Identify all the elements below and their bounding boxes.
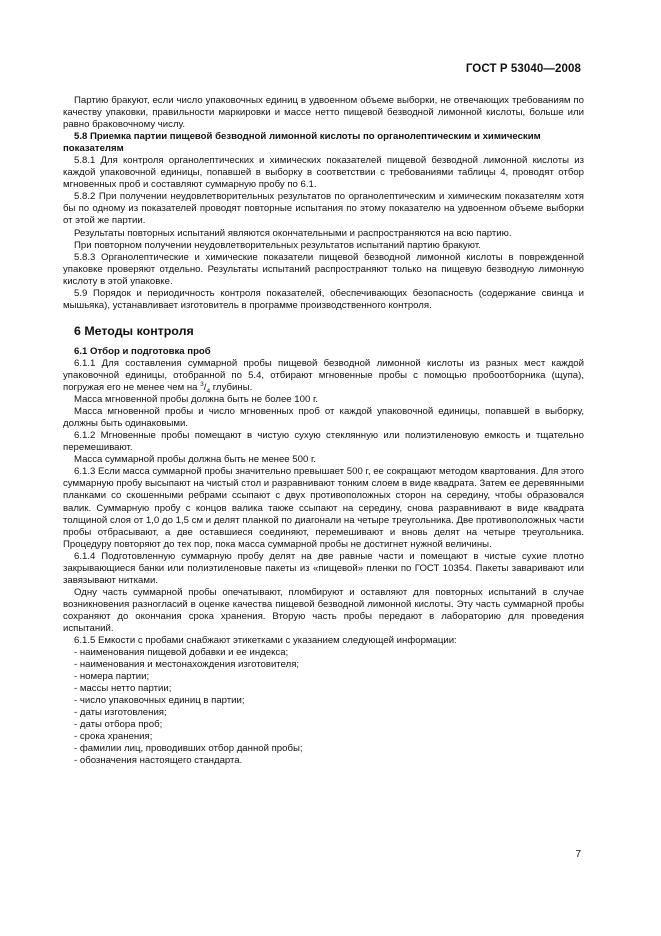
page-number: 7	[575, 849, 581, 860]
subsection-title-6-1: 6.1 Отбор и подготовка проб	[74, 345, 211, 357]
subsection-title-5-8: 5.8 Приемка партии пищевой безводной лимонной кислоты по органолептическим и химическим показателям	[63, 131, 541, 155]
paragraph: Масса мгновенной пробы и число мгновенных проб от каждой упаковочной единицы, попавшей в выборку, должны быть одинаковыми.	[63, 406, 584, 430]
paragraph: Одну часть суммарной пробы опечатывают, пломбируют и оставляют для повторных испытаний в случае возникновения разногласий в оценке качества пищевой безводной лимонной кислоты. Эту часть суммарной пробы сохраняют до окончания срока хранения. Вторую часть пробы передают в лабораторию для проведения испытаний.	[63, 586, 584, 634]
paragraph: Масса суммарной пробы должна быть не менее 500 г.	[74, 454, 316, 466]
list-item: - даты изготовления;	[74, 707, 167, 719]
document-id: ГОСТ Р 53040—2008	[465, 63, 581, 75]
document-body	[63, 95, 584, 768]
paragraph: При повторном получении неудовлетворительных результатов испытаний партию бракуют.	[74, 239, 481, 251]
paragraph-5-9: 5.9 Порядок и периодичность контроля показателей, обеспечивающих безопасность (содержание свинца и мышьяка), устанавливает изготовитель в программе производственного контроля.	[63, 287, 584, 311]
list-item: - обозначения настоящего стандарта.	[74, 755, 243, 767]
list-item: - массы нетто партии;	[74, 683, 172, 695]
paragraph-5-8-2: 5.8.2 При получении неудовлетворительных результатов по органолептическим и химическим показателям хотя бы по одному из показателей проводят повторные испытания по этому показателю на удвоенном объеме выборки от этой же партии.	[63, 191, 584, 227]
paragraph-6-1-1: 6.1.1 Для составления суммарной пробы пищевой безводной лимонной кислоты из разных мест каждой упаковочной единицы, отобранной по 5.4, отбирают мгновенные пробы с помощью пробоотборника (щупа), погружая его не менее чем на $^3/_4$ глубины.	[63, 357, 584, 395]
list-item: - фамилии лиц, проводивших отбор данной пробы;	[74, 743, 303, 755]
paragraph: Масса мгновенной пробы должна быть не более 100 г.	[74, 394, 318, 406]
list-item: - наименования пищевой добавки и ее индекса;	[74, 647, 289, 659]
list-item: - даты отбора проб;	[74, 719, 163, 731]
fraction-denominator: 4	[206, 387, 211, 395]
fraction-numerator: 3	[200, 380, 204, 388]
list-item: - наименования и местонахождения изготовителя;	[74, 659, 300, 671]
paragraph-6-1-4: 6.1.4 Подготовленную суммарную пробу делят на две равные части и помещают в чистые сухие плотно закрывающиеся банки или полиэтиленовые пакеты из «пищевой» пленки по ГОСТ 10354. Пакеты заваривают или завязывают нитками.	[63, 550, 584, 586]
label-info-list	[63, 647, 584, 767]
paragraph-text: глубины.	[210, 382, 253, 394]
paragraph: Партию бракуют, если число упаковочных единиц в удвоенном объеме выборки, не отвечающих требованиям по качеству упаковки, правильности маркировки и массе нетто пищевой безводной лимонной кислоты, больше или равно браковочному числу.	[63, 95, 584, 131]
paragraph-text: 6.1.1 Для составления суммарной пробы пищевой безводной лимонной кислоты из разных мест каждой упаковочной единицы, отобранной по 5.4, отбирают мгновенные пробы с помощью пробоотборника (щупа), погружая его не менее чем на	[63, 357, 584, 394]
list-item: - срока хранения;	[74, 731, 153, 743]
paragraph-6-1-3: 6.1.3 Если масса суммарной пробы значительно превышает 500 г, ее сокращают методом квартования. Для этого суммарную пробу высыпают на чистый стол и разравнивают тонким слоем в виде квадрата. Затем ее деревянными планками со скошенными ребрами ссыпают с двух противоположных сторон на середину, чтобы образовался валик. Суммарную пробу с концов валика также ссыпают на середину, снова разравнивают в виде квадрата толщиной слоя от 1,0 до 1,5 см и делят планкой по диагонали на четыре треугольника. Две противоположных части пробы отбрасывают, а две оставшиеся соединяют, перемешивают и вновь делят на четыре треугольника. Процедуру повторяют до тех пор, пока масса суммарной пробы не достигнет нужной величины.	[63, 466, 584, 550]
paragraph-5-8-3: 5.8.3 Органолептические и химические показатели пищевой безводной лимонной кислоты в поврежденной упаковке проверяют отдельно. Результаты испытаний распространяют только на пищевую безводную лимонную кислоту в этой упаковке.	[63, 251, 584, 287]
paragraph-5-8-1: 5.8.1 Для контроля органолептических и химических показателей пищевой безводной лимонной кислоты из каждой упаковочной единицы, попавшей в выборку в соответствии с требованиями таблицы 4, проводят отбор мгновенных проб и составляют суммарную пробу по 6.1.	[63, 155, 584, 191]
paragraph-6-1-2: 6.1.2 Мгновенные пробы помещают в чистую сухую стеклянную или полиэтиленовую емкость и тщательно перемешивают.	[63, 430, 584, 454]
paragraph: Результаты повторных испытаний являются окончательными и распространяются на всю партию.	[74, 227, 512, 239]
section-title-6: 6 Методы контроля	[74, 323, 194, 338]
list-item: - номера партии;	[74, 671, 150, 683]
list-item: - число упаковочных единиц в партии;	[74, 695, 245, 707]
paragraph-6-1-5: 6.1.5 Емкости с пробами снабжают этикетками с указанием следующей информации:	[74, 635, 457, 647]
